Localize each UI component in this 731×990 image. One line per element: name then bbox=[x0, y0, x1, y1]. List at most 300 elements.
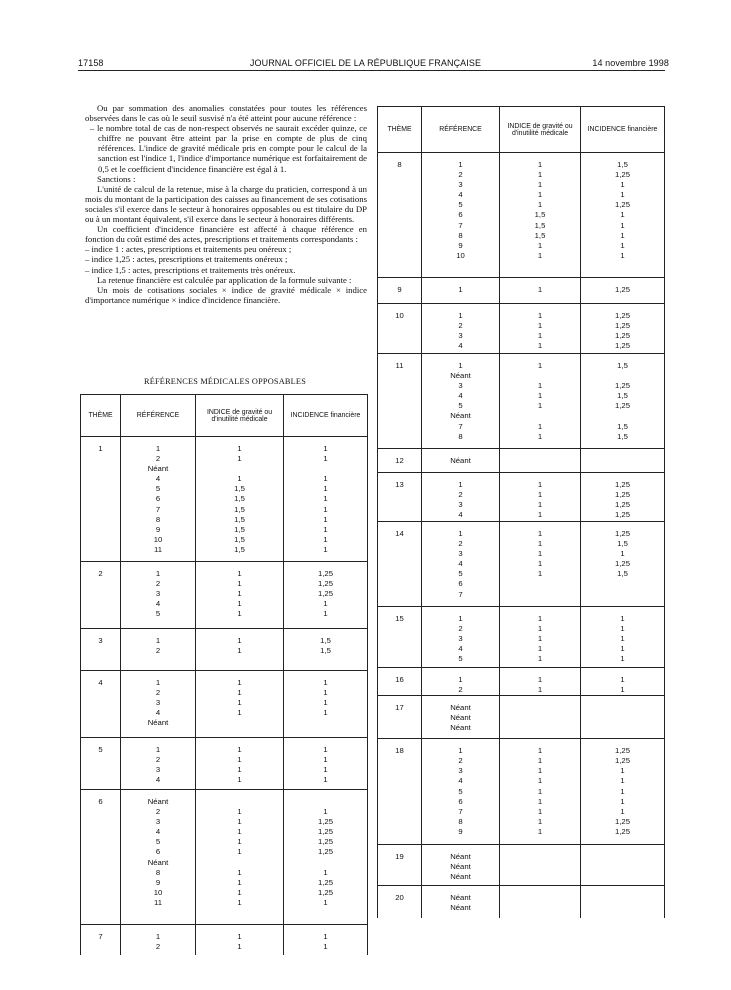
incidence-cell bbox=[581, 473, 665, 522]
reference-cell bbox=[422, 153, 500, 278]
incidence-cell bbox=[581, 304, 665, 354]
indice-value: 1 bbox=[537, 766, 543, 776]
indice-value bbox=[500, 456, 580, 466]
incidence-cell bbox=[284, 738, 368, 790]
indice-cell bbox=[196, 562, 284, 629]
reference-value: 3 bbox=[458, 634, 463, 644]
reference-value: Néant bbox=[147, 797, 169, 806]
indice-value: 1 bbox=[537, 321, 543, 331]
reference-value: 10 bbox=[153, 534, 163, 544]
indice-cell bbox=[500, 668, 581, 696]
indice-value: 1 bbox=[537, 529, 543, 538]
theme-number: 20 bbox=[395, 893, 404, 903]
incidence-value: 1 bbox=[323, 599, 328, 609]
reference-value: 7 bbox=[155, 504, 161, 514]
incidence-value: 1,25 bbox=[615, 559, 630, 569]
indice-cell bbox=[500, 304, 581, 354]
incidence-value: 1,25 bbox=[318, 817, 333, 827]
incidence-value: 1 bbox=[323, 524, 328, 534]
table-body bbox=[81, 437, 368, 955]
indice-value: 1,5 bbox=[534, 220, 546, 230]
theme-row bbox=[378, 153, 665, 278]
incidence-value: 1,25 bbox=[615, 826, 630, 836]
indice-value bbox=[196, 858, 283, 868]
indice-value: 1,5 bbox=[534, 210, 546, 220]
reference-value: 4 bbox=[155, 775, 161, 785]
reference-value: 2 bbox=[155, 454, 161, 464]
indice-value bbox=[500, 903, 580, 913]
indice-value: 1 bbox=[537, 200, 543, 210]
reference-value: 7 bbox=[458, 806, 463, 816]
incidence-value: 1 bbox=[620, 624, 625, 634]
header-indice: INDICE de gravité ou d'inutilité médicale bbox=[500, 107, 581, 153]
table-caption: RÉFÉRENCES MÉDICALES OPPOSABLES bbox=[143, 377, 307, 386]
paragraph: – indice 1,25 : actes, prescriptions et traitements onéreux ; bbox=[85, 254, 288, 265]
indice-value: 1 bbox=[537, 654, 543, 664]
incidence-value: 1 bbox=[323, 698, 328, 708]
indice-value: 1 bbox=[537, 391, 543, 401]
indice-value: 1 bbox=[537, 826, 543, 836]
theme-row bbox=[378, 739, 665, 845]
indice-value: 1 bbox=[537, 250, 543, 260]
reference-value: 6 bbox=[155, 847, 161, 857]
indice-value: 1 bbox=[237, 887, 242, 897]
incidence-value: 1 bbox=[620, 806, 625, 816]
incidence-value: 1,25 bbox=[615, 381, 630, 391]
incidence-value: 1 bbox=[323, 897, 328, 907]
incidence-value: 1,25 bbox=[318, 887, 333, 897]
reference-value: 1 bbox=[458, 614, 463, 623]
theme-cell bbox=[81, 671, 121, 738]
indice-value: 1 bbox=[537, 285, 543, 294]
theme-number: 2 bbox=[98, 569, 103, 578]
indice-value: 1 bbox=[537, 816, 543, 826]
indice-value: 1 bbox=[237, 942, 242, 952]
incidence-value: 1 bbox=[323, 775, 328, 785]
theme-row bbox=[378, 668, 665, 696]
theme-cell bbox=[81, 925, 121, 955]
incidence-cell bbox=[581, 845, 665, 886]
theme-row bbox=[378, 886, 665, 918]
reference-value: 3 bbox=[458, 549, 463, 559]
incidence-cell bbox=[581, 153, 665, 278]
incidence-value: 1,25 bbox=[615, 510, 630, 520]
reference-value: 9 bbox=[155, 877, 161, 887]
indice-value: 1 bbox=[537, 381, 543, 391]
incidence-cell bbox=[284, 925, 368, 955]
indice-cell bbox=[500, 845, 581, 886]
reference-value: Néant bbox=[450, 852, 471, 862]
incidence-value: 1 bbox=[620, 654, 625, 664]
incidence-cell bbox=[581, 886, 665, 918]
reference-value: Néant bbox=[450, 703, 471, 713]
reference-value: 2 bbox=[458, 170, 463, 180]
theme-number: 10 bbox=[395, 311, 404, 320]
indice-value: 1 bbox=[537, 180, 543, 190]
header-reference: RÉFÉRENCE bbox=[121, 395, 196, 437]
incidence-value: 1,5 bbox=[617, 391, 628, 401]
incidence-value: 1,25 bbox=[615, 285, 630, 294]
incidence-value: 1 bbox=[323, 867, 328, 877]
theme-number: 12 bbox=[395, 456, 404, 465]
indice-value: 1,5 bbox=[234, 514, 245, 524]
reference-cell bbox=[422, 304, 500, 354]
header-incidence: INCIDENCE financière bbox=[581, 107, 665, 153]
theme-number: 16 bbox=[395, 675, 404, 684]
theme-row bbox=[378, 304, 665, 354]
reference-value: 3 bbox=[458, 331, 463, 341]
reference-value: 4 bbox=[458, 341, 463, 351]
reference-value: 4 bbox=[155, 474, 161, 484]
incidence-value: 1,25 bbox=[615, 401, 630, 411]
reference-cell bbox=[422, 845, 500, 886]
reference-value: 1 bbox=[155, 678, 161, 687]
paragraph: – indice 1,5 : actes, prescriptions et traitements très onéreux. bbox=[85, 264, 296, 275]
reference-value: 1 bbox=[458, 361, 463, 370]
reference-value: Néant bbox=[450, 903, 471, 913]
reference-value: 8 bbox=[458, 431, 463, 441]
incidence-value: 1 bbox=[323, 942, 328, 952]
incidence-value: 1,5 bbox=[617, 361, 628, 370]
reference-value: 1 bbox=[155, 745, 161, 754]
theme-number: 18 bbox=[395, 746, 404, 756]
incidence-value: 1 bbox=[323, 494, 328, 504]
indice-value: 1 bbox=[537, 796, 543, 806]
reference-cell bbox=[422, 278, 500, 304]
reference-cell bbox=[121, 925, 196, 955]
theme-cell bbox=[81, 738, 121, 790]
indice-cell bbox=[196, 629, 284, 671]
indice-value: 1 bbox=[537, 549, 543, 559]
indice-value: 1 bbox=[537, 614, 543, 623]
indice-value: 1 bbox=[537, 431, 543, 441]
incidence-value: 1 bbox=[620, 644, 625, 654]
reference-value: 1 bbox=[458, 285, 463, 294]
theme-number: 5 bbox=[98, 745, 103, 754]
reference-value: Néant bbox=[450, 411, 471, 421]
theme-number: 14 bbox=[395, 529, 404, 538]
incidence-cell bbox=[581, 278, 665, 304]
indice-cell bbox=[500, 278, 581, 304]
incidence-value: 1 bbox=[620, 634, 625, 644]
indice-value: 1,5 bbox=[234, 524, 245, 534]
indice-value: 1 bbox=[237, 932, 242, 941]
reference-value: Néant bbox=[147, 718, 169, 728]
theme-row bbox=[81, 629, 368, 671]
indice-value: 1 bbox=[537, 311, 543, 320]
body-text bbox=[85, 103, 367, 305]
reference-value: 8 bbox=[155, 514, 161, 524]
reference-value: 6 bbox=[458, 210, 463, 220]
indice-value: 1 bbox=[537, 500, 543, 510]
incidence-value: 1 bbox=[323, 544, 328, 554]
incidence-value: 1,5 bbox=[617, 539, 628, 549]
indice-cell bbox=[500, 696, 581, 739]
incidence-value: 1 bbox=[323, 708, 328, 718]
indice-value: 1 bbox=[237, 897, 242, 907]
incidence-value: 1 bbox=[323, 807, 328, 817]
reference-cell bbox=[422, 886, 500, 918]
incidence-value bbox=[581, 852, 664, 862]
indice-cell bbox=[500, 354, 581, 449]
theme-row bbox=[378, 473, 665, 522]
incidence-value: 1 bbox=[323, 474, 328, 484]
reference-value: 3 bbox=[458, 766, 463, 776]
incidence-value bbox=[581, 456, 664, 466]
theme-number: 3 bbox=[98, 636, 103, 645]
page-number: 17158 bbox=[78, 58, 104, 68]
theme-row bbox=[81, 562, 368, 629]
indice-value: 1 bbox=[537, 806, 543, 816]
paragraph: L'unité de calcul de la retenue, mise à la charge du praticien, correspond à un mois du montant de la participation des caisses au financement de ses cotisations sociales s'il exerce dans le secteur à honoraires opposables ou est titulaire du DP ou à un montant équivalent, s'il exerce dans le secteur à honoraires différents. bbox=[85, 183, 367, 225]
reference-value: 10 bbox=[456, 250, 465, 260]
reference-value: 1 bbox=[458, 746, 463, 756]
reference-cell bbox=[121, 790, 196, 925]
indice-value: 1 bbox=[237, 817, 242, 827]
reference-cell bbox=[422, 607, 500, 668]
theme-number: 15 bbox=[395, 614, 404, 623]
reference-value: 2 bbox=[458, 756, 463, 766]
indice-value: 1 bbox=[237, 877, 242, 887]
incidence-value bbox=[581, 371, 664, 381]
theme-number: 13 bbox=[395, 480, 404, 489]
theme-cell bbox=[378, 354, 422, 449]
theme-row bbox=[81, 790, 368, 925]
indice-value bbox=[500, 371, 580, 381]
reference-value: 2 bbox=[155, 942, 161, 952]
indice-cell bbox=[500, 607, 581, 668]
indice-value bbox=[500, 713, 580, 723]
reference-value: Néant bbox=[147, 464, 169, 474]
indice-value: 1 bbox=[537, 756, 543, 766]
indice-value: 1 bbox=[537, 569, 543, 579]
incidence-value: 1 bbox=[620, 685, 625, 695]
indice-cell bbox=[196, 738, 284, 790]
indice-value: 1,5 bbox=[534, 230, 546, 240]
incidence-value: 1 bbox=[323, 932, 328, 941]
reference-value: Néant bbox=[450, 893, 471, 903]
reference-value: 7 bbox=[458, 220, 463, 230]
reference-cell bbox=[422, 354, 500, 449]
indice-value: 1 bbox=[237, 827, 242, 837]
incidence-value: 1,25 bbox=[318, 589, 333, 599]
incidence-value: 1 bbox=[323, 514, 328, 524]
reference-value: 2 bbox=[458, 539, 463, 549]
reference-value: Néant bbox=[147, 857, 169, 867]
indice-cell bbox=[196, 925, 284, 955]
reference-value: 2 bbox=[155, 755, 161, 765]
reference-cell bbox=[422, 449, 500, 473]
reference-value: 4 bbox=[458, 776, 463, 786]
reference-value: 9 bbox=[458, 240, 463, 250]
indice-cell bbox=[500, 449, 581, 473]
indice-value: 1 bbox=[237, 807, 242, 817]
indice-value: 1 bbox=[537, 190, 543, 200]
reference-value: 1 bbox=[155, 569, 161, 578]
header-incidence: INCIDENCE financière bbox=[284, 395, 368, 437]
incidence-cell bbox=[581, 522, 665, 607]
incidence-value: 1 bbox=[323, 444, 328, 453]
reference-value: 1 bbox=[155, 636, 161, 645]
indice-cell bbox=[196, 437, 284, 562]
incidence-value bbox=[581, 872, 664, 882]
incidence-value: 1 bbox=[323, 678, 328, 687]
incidence-value: 1,25 bbox=[615, 529, 630, 538]
indice-value: 1 bbox=[237, 755, 242, 765]
table-body bbox=[378, 153, 665, 918]
indice-value: 1 bbox=[537, 170, 543, 180]
indice-value bbox=[500, 703, 580, 713]
reference-value: 2 bbox=[458, 490, 463, 500]
incidence-value: 1 bbox=[620, 786, 625, 796]
journal-title: JOURNAL OFFICIEL DE LA RÉPUBLIQUE FRANÇAISE bbox=[249, 58, 482, 68]
header-theme: THÈME bbox=[378, 107, 422, 153]
theme-cell bbox=[378, 886, 422, 918]
theme-cell bbox=[378, 607, 422, 668]
indice-value: 1 bbox=[237, 599, 242, 609]
incidence-value: 1,25 bbox=[615, 746, 630, 756]
reference-value: Néant bbox=[450, 456, 471, 465]
header-theme: THÈME bbox=[81, 395, 121, 437]
reference-value: 2 bbox=[155, 646, 161, 656]
indice-cell bbox=[500, 473, 581, 522]
reference-value: 4 bbox=[155, 708, 161, 718]
indice-cell bbox=[196, 671, 284, 738]
reference-value: 9 bbox=[458, 826, 463, 836]
reference-value: 3 bbox=[155, 589, 161, 599]
theme-row bbox=[378, 354, 665, 449]
paragraph: – le nombre total de cas de non-respect observés ne saurait excéder quinze, ce chiffre ne pouvant être atteint par la prise en compte de plus de cinq références. L'indice de gravité médicale pris en compte pour le calcul de la sanction est l'indice 1, l'indice d'importance numérique est forfaitairement de 0,5 et le coefficient d'incidence financière est égal à 1. bbox=[90, 123, 367, 174]
incidence-value bbox=[284, 858, 367, 868]
theme-number: 9 bbox=[397, 285, 402, 294]
theme-row bbox=[81, 738, 368, 790]
incidence-value bbox=[581, 893, 664, 903]
indice-value: 1 bbox=[537, 240, 543, 250]
indice-value bbox=[500, 723, 580, 733]
reference-cell bbox=[422, 739, 500, 845]
reference-value: 2 bbox=[155, 579, 161, 589]
incidence-value: 1,5 bbox=[617, 421, 628, 431]
reference-value: 5 bbox=[458, 654, 463, 664]
incidence-value: 1 bbox=[323, 454, 328, 464]
table-header-row bbox=[81, 395, 368, 437]
indice-value: 1 bbox=[237, 569, 242, 578]
indice-value: 1 bbox=[237, 867, 242, 877]
theme-row bbox=[378, 278, 665, 304]
reference-cell bbox=[121, 629, 196, 671]
incidence-value: 1,25 bbox=[615, 331, 630, 341]
incidence-value bbox=[581, 723, 664, 733]
reference-value: 3 bbox=[155, 698, 161, 708]
header-rule bbox=[78, 70, 665, 71]
reference-cell bbox=[422, 668, 500, 696]
reference-value: 1 bbox=[458, 529, 463, 538]
indice-value: 1 bbox=[537, 401, 543, 411]
indice-value: 1,5 bbox=[234, 504, 245, 514]
incidence-value: 1,5 bbox=[320, 646, 331, 656]
indice-value: 1 bbox=[537, 421, 543, 431]
theme-number: 6 bbox=[98, 797, 103, 806]
reference-value: 6 bbox=[458, 579, 463, 589]
reference-value: 5 bbox=[458, 786, 463, 796]
reference-value: 4 bbox=[458, 559, 463, 569]
indice-value: 1,5 bbox=[234, 484, 245, 494]
indice-value bbox=[500, 411, 580, 421]
theme-cell bbox=[81, 790, 121, 925]
reference-cell bbox=[121, 562, 196, 629]
reference-value: 9 bbox=[155, 524, 161, 534]
reference-value: 4 bbox=[458, 391, 463, 401]
indice-cell bbox=[500, 522, 581, 607]
indice-value bbox=[500, 852, 580, 862]
reference-value: 1 bbox=[155, 932, 161, 941]
table-header-row bbox=[378, 107, 665, 153]
theme-row bbox=[81, 671, 368, 738]
incidence-value: 1 bbox=[620, 614, 625, 623]
reference-value: 4 bbox=[155, 827, 161, 837]
reference-value: 1 bbox=[155, 444, 161, 453]
theme-number: 1 bbox=[98, 444, 103, 453]
indice-value: 1 bbox=[537, 685, 543, 695]
header-indice: INDICE de gravité ou d'inutilité médicale bbox=[196, 395, 284, 437]
incidence-cell bbox=[581, 668, 665, 696]
indice-value: 1 bbox=[537, 776, 543, 786]
incidence-value: 1 bbox=[620, 240, 625, 250]
indice-value: 1 bbox=[237, 444, 242, 453]
incidence-value bbox=[284, 718, 367, 728]
incidence-value: 1 bbox=[620, 220, 625, 230]
reference-value: 5 bbox=[155, 484, 161, 494]
reference-value: 5 bbox=[155, 837, 161, 847]
incidence-value: 1,25 bbox=[615, 311, 630, 320]
indice-value: 1 bbox=[537, 634, 543, 644]
incidence-value bbox=[581, 862, 664, 872]
reference-value: 2 bbox=[458, 321, 463, 331]
indice-value: 1 bbox=[237, 765, 242, 775]
indice-cell bbox=[500, 886, 581, 918]
incidence-value: 1 bbox=[323, 609, 328, 619]
incidence-value: 1,5 bbox=[617, 431, 628, 441]
theme-row bbox=[378, 845, 665, 886]
theme-cell bbox=[378, 304, 422, 354]
references-table-left bbox=[80, 394, 368, 955]
reference-value: Néant bbox=[450, 371, 471, 381]
incidence-cell bbox=[284, 629, 368, 671]
incidence-value: 1 bbox=[323, 504, 328, 514]
incidence-value: 1,25 bbox=[318, 827, 333, 837]
theme-number: 17 bbox=[395, 703, 404, 713]
reference-value: 8 bbox=[458, 230, 463, 240]
indice-value: 1 bbox=[237, 646, 242, 656]
reference-value: Néant bbox=[450, 723, 471, 733]
indice-value: 1 bbox=[537, 539, 543, 549]
incidence-value: 1,25 bbox=[615, 500, 630, 510]
reference-value: 6 bbox=[155, 494, 161, 504]
incidence-value: 1 bbox=[620, 230, 625, 240]
reference-value: 3 bbox=[155, 765, 161, 775]
theme-number: 11 bbox=[395, 361, 404, 370]
indice-value: 1 bbox=[537, 331, 543, 341]
indice-value: 1 bbox=[537, 341, 543, 351]
reference-value: 2 bbox=[458, 685, 463, 695]
indice-value: 1 bbox=[537, 624, 543, 634]
reference-value: 8 bbox=[155, 867, 161, 877]
theme-row bbox=[378, 522, 665, 607]
reference-value: 1 bbox=[458, 160, 463, 169]
incidence-value: 1 bbox=[323, 688, 328, 698]
theme-row bbox=[81, 925, 368, 955]
reference-value: 4 bbox=[458, 510, 463, 520]
